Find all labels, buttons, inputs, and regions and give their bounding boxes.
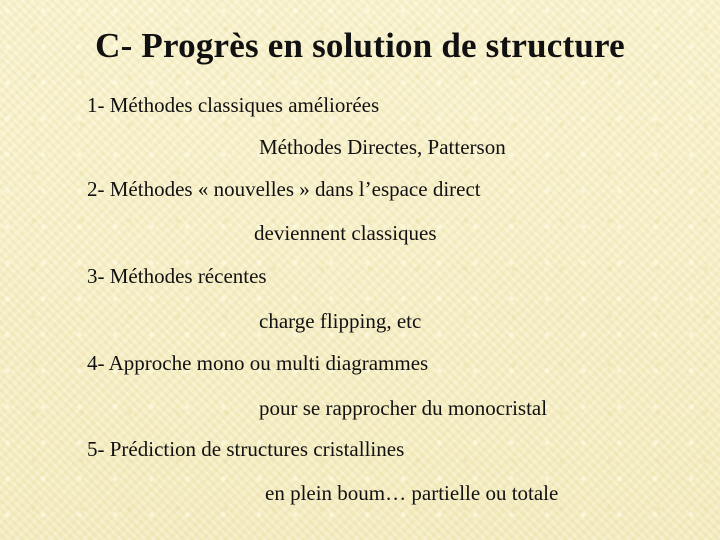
item-5-heading: 5- Prédiction de structures cristallines [87,437,405,461]
item-2-detail: deviennent classiques [254,221,437,245]
item-3-heading: 3- Méthodes récentes [87,264,267,288]
item-1-detail: Méthodes Directes, Patterson [259,135,506,159]
item-4-heading: 4- Approche mono ou multi diagrammes [87,351,429,375]
item-2-heading: 2- Méthodes « nouvelles » dans l’espace direct [87,177,481,201]
item-3-detail: charge flipping, etc [259,309,422,333]
item-1-heading: 1- Méthodes classiques améliorées [87,93,380,117]
item-4-detail: pour se rapprocher du monocristal [259,396,548,420]
slide-title: C- Progrès en solution de structure [95,26,625,65]
item-5-detail: en plein boum… partielle ou totale [265,481,559,505]
